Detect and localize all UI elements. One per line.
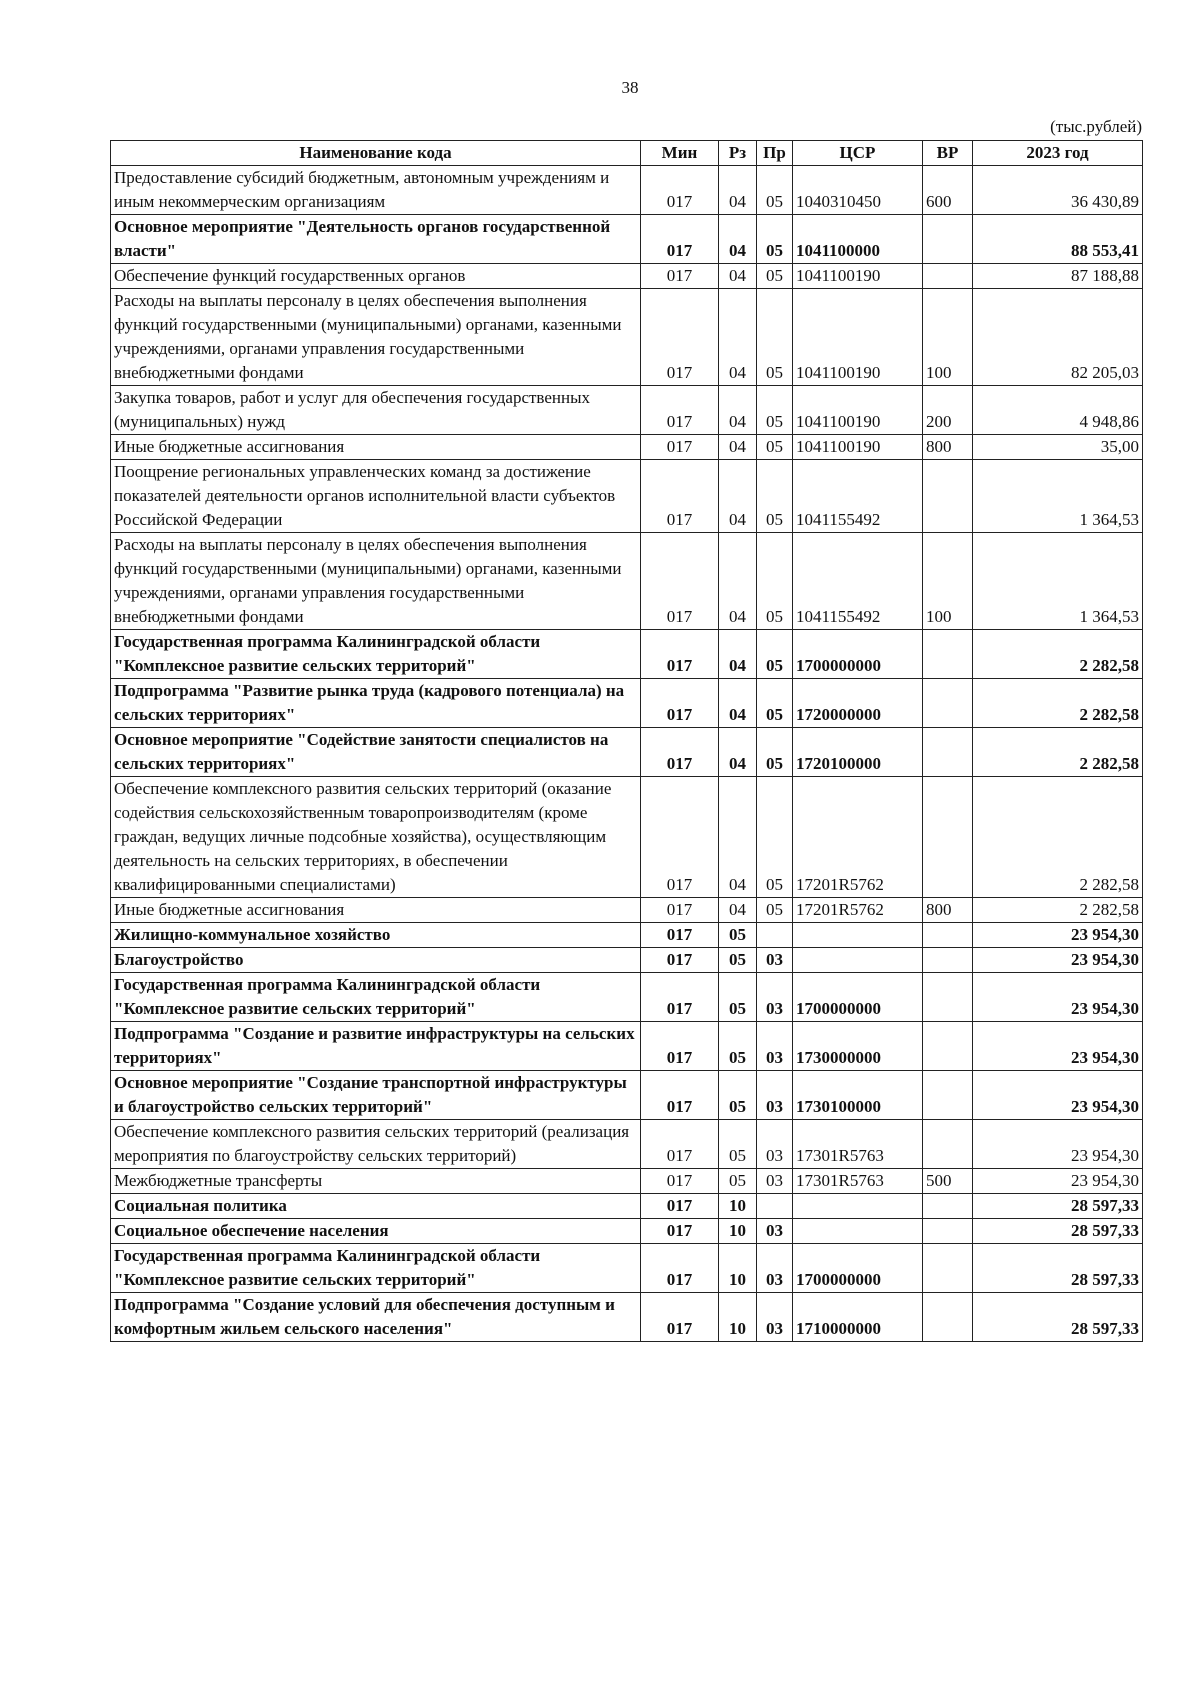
cell-min: 017 [641,777,719,898]
table-row [111,1169,1143,1194]
cell-vr [923,1293,973,1342]
cell-csr: 17301R5763 [793,1169,923,1194]
cell-sum: 4 948,86 [973,386,1143,435]
cell-name: Основное мероприятие "Содействие занятости специалистов на сельских территориях" [111,728,641,777]
cell-csr: 1041100190 [793,264,923,289]
cell-min: 017 [641,460,719,533]
cell-pr: 05 [757,289,793,386]
cell-sum: 23 954,30 [973,948,1143,973]
cell-sum: 2 282,58 [973,728,1143,777]
cell-sum: 88 553,41 [973,215,1143,264]
cell-min: 017 [641,1293,719,1342]
cell-sum: 23 954,30 [973,923,1143,948]
cell-min: 017 [641,898,719,923]
cell-name: Закупка товаров, работ и услуг для обеспечения государственных (муниципальных) нужд [111,386,641,435]
cell-sum: 2 282,58 [973,630,1143,679]
table-row [111,1022,1143,1071]
cell-name: Иные бюджетные ассигнования [111,435,641,460]
cell-pr: 05 [757,166,793,215]
cell-sum: 2 282,58 [973,777,1143,898]
cell-csr: 17201R5762 [793,777,923,898]
cell-csr: 1700000000 [793,1244,923,1293]
cell-pr: 05 [757,533,793,630]
cell-rz: 04 [719,679,757,728]
cell-min: 017 [641,435,719,460]
cell-rz: 05 [719,1022,757,1071]
cell-csr: 1040310450 [793,166,923,215]
cell-rz: 05 [719,1169,757,1194]
cell-rz: 10 [719,1293,757,1342]
cell-rz: 10 [719,1194,757,1219]
cell-rz: 05 [719,948,757,973]
cell-pr: 03 [757,973,793,1022]
cell-vr: 600 [923,166,973,215]
cell-min: 017 [641,1169,719,1194]
cell-sum: 2 282,58 [973,898,1143,923]
cell-rz: 10 [719,1219,757,1244]
cell-sum: 28 597,33 [973,1219,1143,1244]
cell-min: 017 [641,630,719,679]
cell-sum: 23 954,30 [973,973,1143,1022]
cell-min: 017 [641,1120,719,1169]
cell-name: Иные бюджетные ассигнования [111,898,641,923]
cell-min: 017 [641,728,719,777]
cell-csr: 17301R5763 [793,1120,923,1169]
table-row [111,1071,1143,1120]
cell-min: 017 [641,1022,719,1071]
cell-vr [923,1219,973,1244]
cell-min: 017 [641,289,719,386]
cell-sum: 36 430,89 [973,166,1143,215]
budget-table [110,140,1143,1342]
cell-vr [923,973,973,1022]
cell-vr [923,948,973,973]
cell-rz: 04 [719,166,757,215]
cell-csr: 1041100190 [793,289,923,386]
cell-csr: 17201R5762 [793,898,923,923]
cell-csr: 1730100000 [793,1071,923,1120]
cell-pr: 03 [757,948,793,973]
cell-name: Благоустройство [111,948,641,973]
cell-rz: 04 [719,215,757,264]
table-row [111,973,1143,1022]
cell-rz: 04 [719,289,757,386]
cell-vr [923,679,973,728]
table-row [111,264,1143,289]
cell-rz: 04 [719,386,757,435]
cell-pr: 05 [757,215,793,264]
cell-name: Обеспечение комплексного развития сельских территорий (реализация мероприятия по благоустройству сельских территорий) [111,1120,641,1169]
cell-name: Социальное обеспечение населения [111,1219,641,1244]
cell-min: 017 [641,1219,719,1244]
cell-name: Государственная программа Калининградской области "Комплексное развитие сельских территорий" [111,973,641,1022]
cell-min: 017 [641,386,719,435]
cell-vr [923,1194,973,1219]
cell-name: Подпрограмма "Создание и развитие инфраструктуры на сельских территориях" [111,1022,641,1071]
cell-pr: 05 [757,898,793,923]
cell-name: Расходы на выплаты персоналу в целях обеспечения выполнения функций государственными (муниципальными) органами, казенными учреждениями, органами управления государственными внебюджетными фондами [111,289,641,386]
cell-csr [793,1219,923,1244]
page-number: 38 [621,78,639,97]
cell-vr: 800 [923,898,973,923]
cell-rz: 04 [719,898,757,923]
header-pr: Пр [757,141,793,166]
cell-csr: 1710000000 [793,1293,923,1342]
cell-rz: 04 [719,460,757,533]
cell-sum: 2 282,58 [973,679,1143,728]
cell-sum: 23 954,30 [973,1071,1143,1120]
cell-sum: 1 364,53 [973,460,1143,533]
table-row [111,1194,1143,1219]
cell-rz: 05 [719,973,757,1022]
cell-min: 017 [641,948,719,973]
table-header-row [111,141,1143,166]
cell-min: 017 [641,1244,719,1293]
cell-vr [923,264,973,289]
cell-name: Предоставление субсидий бюджетным, автономным учреждениям и иным некоммерческим организациям [111,166,641,215]
cell-csr: 1041155492 [793,533,923,630]
cell-min: 017 [641,215,719,264]
table-row [111,460,1143,533]
cell-sum: 28 597,33 [973,1293,1143,1342]
header-rz: Рз [719,141,757,166]
table-row [111,166,1143,215]
cell-name: Подпрограмма "Создание условий для обеспечения доступным и комфортным жильем сельского населения" [111,1293,641,1342]
cell-vr [923,215,973,264]
cell-name: Основное мероприятие "Создание транспортной инфраструктуры и благоустройство сельских территорий" [111,1071,641,1120]
cell-csr: 1700000000 [793,630,923,679]
table-row [111,289,1143,386]
cell-pr: 05 [757,460,793,533]
cell-sum: 23 954,30 [973,1022,1143,1071]
cell-pr: 05 [757,264,793,289]
cell-rz: 04 [719,630,757,679]
cell-sum: 28 597,33 [973,1244,1143,1293]
cell-vr: 100 [923,533,973,630]
cell-min: 017 [641,1071,719,1120]
cell-rz: 04 [719,728,757,777]
cell-pr: 05 [757,435,793,460]
table-row [111,386,1143,435]
header-min: Мин [641,141,719,166]
table-row [111,777,1143,898]
cell-min: 017 [641,1194,719,1219]
cell-csr: 1720100000 [793,728,923,777]
cell-vr [923,1022,973,1071]
table-row [111,898,1143,923]
cell-vr [923,460,973,533]
table-row [111,533,1143,630]
cell-rz: 05 [719,1120,757,1169]
cell-sum: 82 205,03 [973,289,1143,386]
header-vr: ВР [923,141,973,166]
cell-pr: 03 [757,1022,793,1071]
cell-vr: 200 [923,386,973,435]
table-row [111,630,1143,679]
cell-name: Основное мероприятие "Деятельность органов государственной власти" [111,215,641,264]
cell-vr: 800 [923,435,973,460]
cell-sum: 23 954,30 [973,1169,1143,1194]
cell-pr [757,923,793,948]
cell-pr: 03 [757,1219,793,1244]
cell-pr: 05 [757,679,793,728]
cell-pr: 03 [757,1293,793,1342]
cell-csr [793,948,923,973]
cell-sum: 1 364,53 [973,533,1143,630]
cell-csr: 1041155492 [793,460,923,533]
cell-sum: 28 597,33 [973,1194,1143,1219]
cell-rz: 04 [719,264,757,289]
cell-sum: 23 954,30 [973,1120,1143,1169]
cell-csr: 1041100190 [793,435,923,460]
cell-vr: 500 [923,1169,973,1194]
cell-pr: 03 [757,1120,793,1169]
cell-vr: 100 [923,289,973,386]
cell-min: 017 [641,166,719,215]
cell-vr [923,1120,973,1169]
cell-pr: 05 [757,777,793,898]
cell-csr [793,1194,923,1219]
cell-name: Жилищно-коммунальное хозяйство [111,923,641,948]
table-row [111,1293,1143,1342]
cell-min: 017 [641,264,719,289]
cell-name: Подпрограмма "Развитие рынка труда (кадрового потенциала) на сельских территориях" [111,679,641,728]
cell-sum: 87 188,88 [973,264,1143,289]
cell-vr [923,1071,973,1120]
cell-rz: 05 [719,923,757,948]
cell-min: 017 [641,923,719,948]
cell-pr: 03 [757,1244,793,1293]
cell-min: 017 [641,679,719,728]
cell-pr: 05 [757,630,793,679]
cell-pr: 03 [757,1071,793,1120]
cell-name: Социальная политика [111,1194,641,1219]
cell-pr: 05 [757,728,793,777]
cell-sum: 35,00 [973,435,1143,460]
table-row [111,435,1143,460]
cell-pr: 03 [757,1169,793,1194]
table-row [111,1120,1143,1169]
table-row [111,728,1143,777]
cell-name: Обеспечение функций государственных органов [111,264,641,289]
header-csr: ЦСР [793,141,923,166]
cell-csr: 1041100190 [793,386,923,435]
cell-rz: 04 [719,777,757,898]
cell-rz: 04 [719,435,757,460]
cell-csr: 1720000000 [793,679,923,728]
table-row [111,215,1143,264]
cell-name: Поощрение региональных управленческих команд за достижение показателей деятельности органов исполнительной власти субъектов Российской Федерации [111,460,641,533]
cell-vr [923,1244,973,1293]
cell-rz: 05 [719,1071,757,1120]
cell-min: 017 [641,533,719,630]
cell-csr: 1730000000 [793,1022,923,1071]
table-row [111,948,1143,973]
cell-name: Межбюджетные трансферты [111,1169,641,1194]
cell-pr [757,1194,793,1219]
cell-rz: 10 [719,1244,757,1293]
table-row [111,1219,1143,1244]
cell-csr: 1041100000 [793,215,923,264]
cell-pr: 05 [757,386,793,435]
header-year: 2023 год [973,141,1143,166]
table-row [111,923,1143,948]
table-row [111,679,1143,728]
cell-vr [923,728,973,777]
cell-name: Обеспечение комплексного развития сельских территорий (оказание содействия сельскохозяйственным товаропроизводителям (кроме граждан, ведущих личные подсобные хозяйства), осуществляющим деятельность на сельских территориях, в обеспечении квалифицированными специалистами) [111,777,641,898]
cell-name: Расходы на выплаты персоналу в целях обеспечения выполнения функций государственными (муниципальными) органами, казенными учреждениями, органами управления государственными внебюджетными фондами [111,533,641,630]
cell-name: Государственная программа Калининградской области "Комплексное развитие сельских территорий" [111,1244,641,1293]
cell-min: 017 [641,973,719,1022]
cell-csr: 1700000000 [793,973,923,1022]
unit-note: (тыс.рублей) [1050,117,1142,136]
cell-rz: 04 [719,533,757,630]
cell-vr [923,630,973,679]
header-name: Наименование кода [111,141,641,166]
cell-csr [793,923,923,948]
cell-name: Государственная программа Калининградской области "Комплексное развитие сельских территорий" [111,630,641,679]
table-row [111,1244,1143,1293]
cell-vr [923,923,973,948]
cell-vr [923,777,973,898]
